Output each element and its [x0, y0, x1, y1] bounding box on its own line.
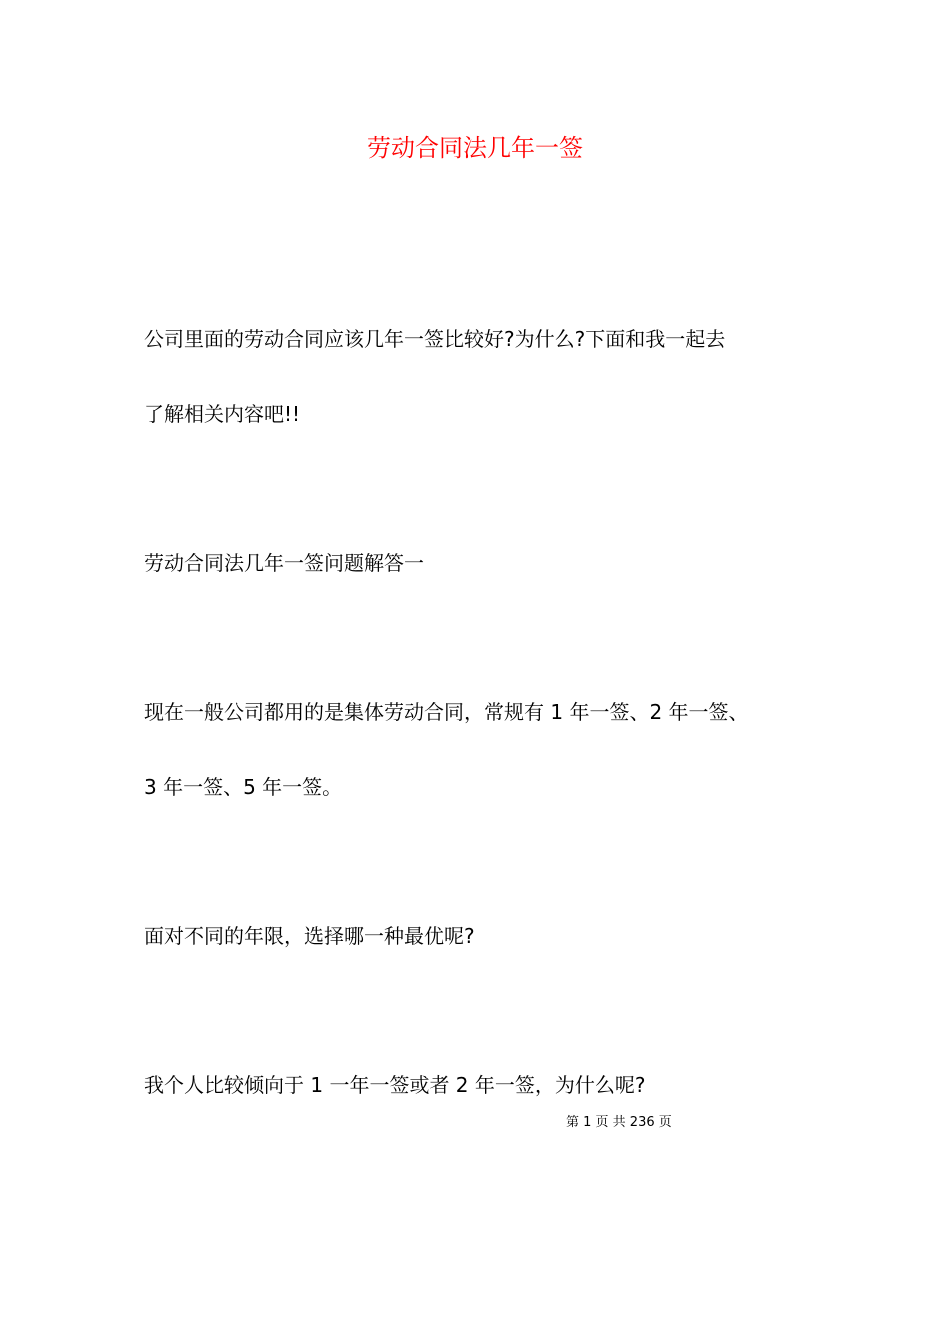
paragraph-line-2: 了解相关内容吧!! — [144, 402, 301, 426]
paragraph-line-6: 我个人比较倾向于 1 一年一签或者 2 年一签，为什么呢? — [144, 1073, 646, 1097]
paragraph-line-5: 面对不同的年限，选择哪一种最优呢? — [144, 924, 475, 948]
paragraph-line-1: 公司里面的劳动合同应该几年一签比较好?为什么?下面和我一起去 — [144, 327, 726, 351]
page-number-footer: 第 1 页 共 236 页 — [566, 1115, 672, 1130]
paragraph-line-4: 3 年一签、5 年一签。 — [144, 775, 343, 799]
document-title: 劳动合同法几年一签 — [367, 134, 583, 162]
section-heading: 劳动合同法几年一签问题解答一 — [144, 551, 424, 575]
paragraph-line-3: 现在一般公司都用的是集体劳动合同，常规有 1 年一签、2 年一签、 — [144, 700, 749, 724]
